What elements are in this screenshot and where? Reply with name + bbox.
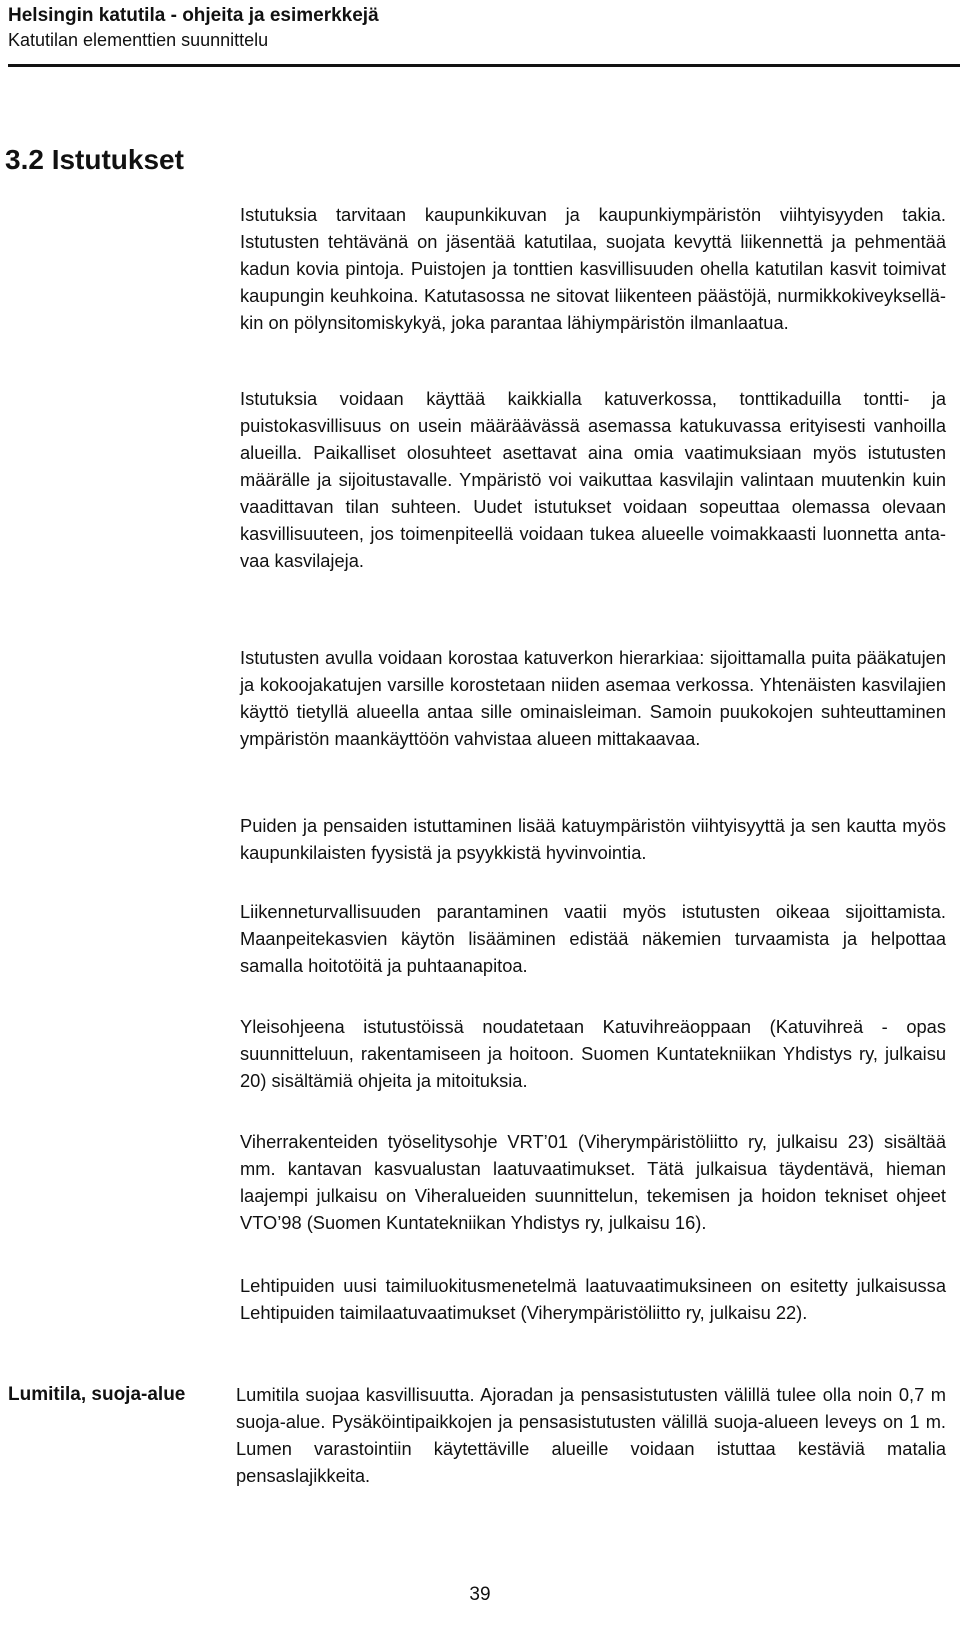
section-heading: 3.2 Istutukset [5,144,184,175]
page-number: 39 [469,1584,491,1605]
chapter-subtitle: Katutilan elementtien suunnittelu [8,30,269,50]
paragraph-6: Yleisohjeena istutustöissä noudatetaan Katuvihreäoppaan (Katuvihreä - opas suunnitteluun, rakentamiseen ja hoitoon. Suomen Kuntatekniikan Yhdistys ry, julkaisu 20) sisältämiä ohjeita ja mitoituksia. [240,1016,946,1091]
paragraph-7: Viherrakenteiden työselitysohje VRT’01 (Viherympäristöliitto ry, julkaisu 23) sisältää mm. kantavan kasvualustan laatuvaatimukset. Tätä julkaisua täydentävä, hieman laajempi julkaisu on Viheralueiden suunnittelun, tekemisen ja hoidon tekniset ohjeet VTO’98 (Suomen Kuntatekniikan Yhdistys ry, julkaisu 16). [240,1131,946,1233]
paragraph-8: Lehtipuiden uusi taimiluokitusmenetelmä laatuvaatimuksineen on esitetty julkaisussa Lehtipuiden taimilaatuvaatimukset (Viherympäristöliitto ry, julkaisu 22). [240,1275,946,1323]
document-title: Helsingin katutila - ohjeita ja esimerkkejä [8,5,379,26]
paragraph-4: Puiden ja pensaiden istuttaminen lisää katuympäristön viihtyisyyttä ja sen kautta myös kaupunkilaisten fyysistä ja psyykkistä hyvinvointia. [240,815,946,863]
page-header [8,4,954,52]
paragraph-3: Istutusten avulla voidaan korostaa katuverkon hierarkiaa: sijoittamalla puita pääkatujen ja kokoojakatujen varsille korostetaan niiden asemaa verkossa. Yhtenäisten kasvilajien käyttö tietyllä alueella antaa sille ominaisleiman. Samoin puukokojen suhteuttaminen ympäristön maankäyttöön vahvistaa alueen mittakaavaa. [240,647,946,749]
paragraph-5: Liikenneturvallisuuden parantaminen vaatii myös istutusten oikeaa sijoittamista. Maanpeitekasvien käytön lisääminen edistää näkemien turvaamista ja helpottaa samalla hoitotöitä ja puhtaanapitoa. [240,901,946,976]
header-divider [8,64,960,67]
margin-label-snow-space: Lumitila, suoja-alue [8,1384,186,1405]
paragraph-1: Istutuksia tarvitaan kaupunkikuvan ja kaupunkiympäristön viihtyisyyden takia. Istutusten tehtävänä on jäsentää katutilaa, suojata kevyttä liikennettä ja pehmentää kadun kovia pintoja. Puistojen ja tonttien kasvillisuuden ohella katutilan kasvit toimivat kaupungin keuhkoina. Katutasossa ne sitovat liikenteen päästöjä, nurmikkokiveykselläkin on pölynsitomiskykyä, joka parantaa lähiympäristön ilmanlaatua. [240,204,946,333]
paragraph-9: Lumitila suojaa kasvillisuutta. Ajoradan ja pensasistutusten välillä tulee olla noin 0,7 m suoja-alue. Pysäköintipaikkojen ja pensasistutusten välillä suoja-alueen leveys on 1 m. Lumen varastointiin käytettäville alueille voidaan istuttaa kestäviä matalia pensaslajikkeita. [236,1384,946,1486]
paragraph-2: Istutuksia voidaan käyttää kaikkialla katuverkossa, tonttikaduilla tontti- ja puistokasvillisuus on usein määräävässä asemassa katukuvassa erityisesti vanhoilla alueilla. Paikalliset olosuhteet asettavat aina omia vaatimuksiaan myös istutusten määrälle ja sijoitustavalle. Ympäristö voi vaikuttaa kasvilajin valintaan muutenkin kuin vaadittavan tilan suhteen. Uudet istutukset voidaan sopeuttaa olemassa olevaan kasvillisuuteen, jos toimenpiteellä voidaan tukea alueelle voimakkaasti luonnetta antavaa kasvilajeja. [240,388,946,571]
